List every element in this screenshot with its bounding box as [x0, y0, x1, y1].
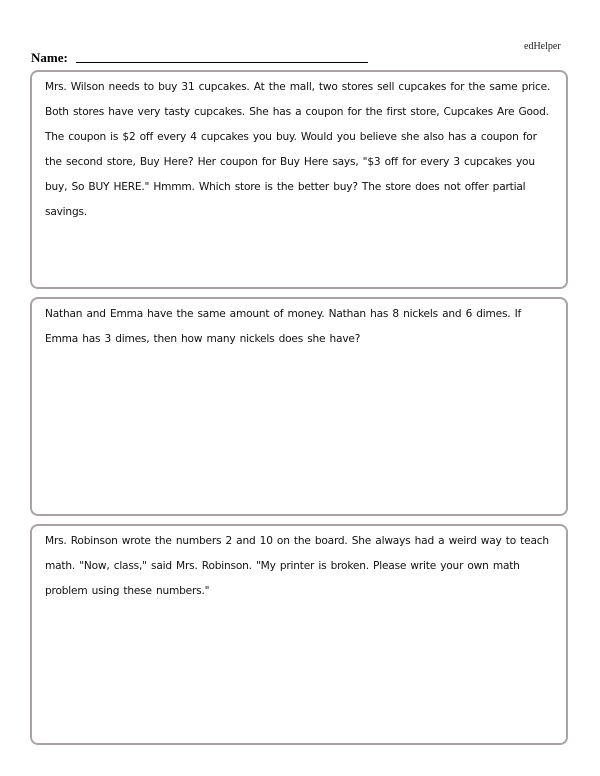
- problem-box-2: [30, 297, 568, 516]
- name-row: [31, 50, 368, 66]
- brand-label: edHelper: [524, 41, 561, 52]
- problem-text: Nathan and Emma have the same amount of money. Nathan has 8 nickels and 6 dimes. If Emma has 3 dimes, then how many nickels does she have?: [45, 308, 522, 345]
- problem-text: Mrs. Wilson needs to buy 31 cupcakes. At the mall, two stores sell cupcakes for the same price. Both stores have very tasty cupcakes. She has a coupon for the first store, Cupcakes Are Good. The coupon is $2 off every 4 cupcakes you buy. Would you believe she also has a coupon for the second store, Buy Here? Her coupon for Buy Here says, "$3 off for every 3 cupcakes you buy, So BUY HERE." Hmmm. Which store is the better buy? The store does not offer partial savings.: [45, 81, 551, 218]
- name-label: Name:: [31, 50, 68, 65]
- name-field-line[interactable]: [76, 62, 368, 63]
- problem-box-3: [30, 524, 568, 745]
- problem-box-1: [30, 70, 568, 289]
- problem-text: Mrs. Robinson wrote the numbers 2 and 10 on the board. She always had a weird way to teach math. "Now, class," said Mrs. Robinson. "My printer is broken. Please write your own math problem using these numbers.": [45, 535, 549, 597]
